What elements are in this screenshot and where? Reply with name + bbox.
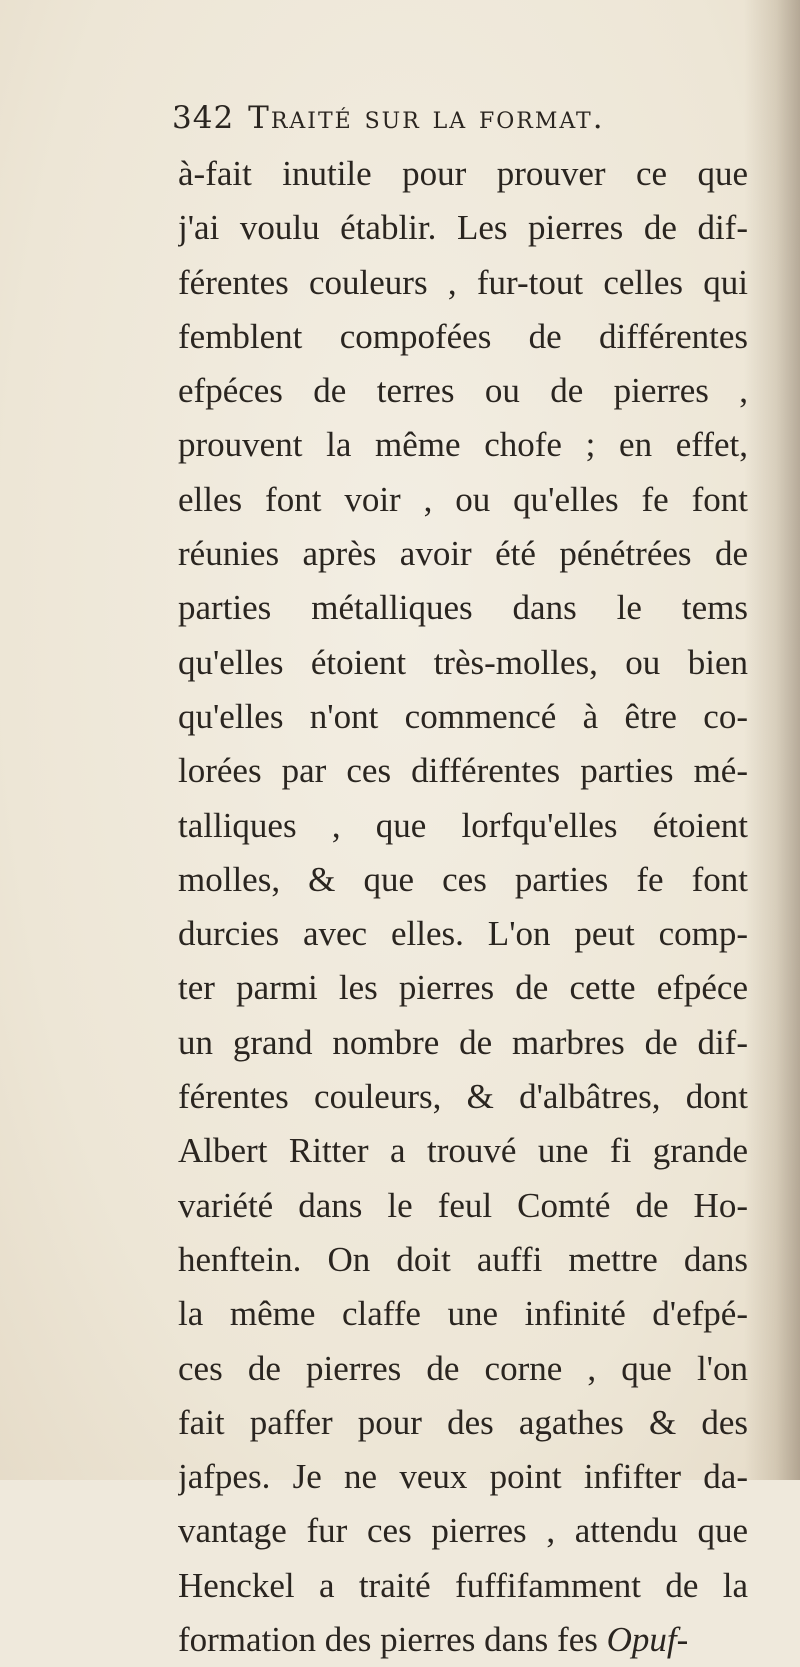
text-line: à-fait inutile pour prouver ce que	[178, 154, 748, 193]
text-line: molles, & que ces parties fe font	[178, 859, 748, 899]
text-line: efpéces de terres ou de pierres ,	[178, 371, 748, 411]
text-line: férentes couleurs , fur-tout celles qui	[178, 262, 748, 302]
page-header	[172, 100, 732, 144]
text-line: Albert Ritter a trouvé une fi grande	[178, 1131, 748, 1171]
last-line-text: formation des pierres dans fes	[178, 1620, 598, 1660]
text-line: femblent compofées de différentes	[178, 316, 748, 356]
text-line: Henckel a traité fuffifamment de la	[178, 1565, 748, 1605]
text-line: la même claffe une infinité d'efpé-	[178, 1294, 748, 1334]
text-line: lorées par ces différentes parties mé-	[178, 751, 748, 791]
text-line: henftein. On doit auffi mettre dans	[178, 1239, 748, 1279]
running-title: Traité sur la format.	[248, 100, 605, 136]
text-line: ter parmi les pierres de cette efpéce	[178, 968, 748, 1008]
last-line-italic-word: Opuf-	[606, 1620, 689, 1660]
text-line: férentes couleurs, & d'albâtres, dont	[178, 1077, 748, 1117]
text-line: réunies après avoir été pénétrées de	[178, 534, 748, 574]
text-line-last	[178, 1613, 748, 1667]
text-line: elles font voir , ou qu'elles fe font	[178, 479, 748, 519]
text-line: qu'elles n'ont commencé à être co-	[178, 696, 748, 736]
text-line: un grand nombre de marbres de dif-	[178, 1022, 748, 1062]
text-line: ces de pierres de corne , que l'on	[178, 1348, 748, 1388]
text-line: prouvent la même chofe ; en effet,	[178, 425, 748, 465]
text-line: durcies avec elles. L'on peut comp-	[178, 914, 748, 954]
text-line: fait paffer pour des agathes & des	[178, 1402, 748, 1442]
text-line: vantage fur ces pierres , attendu que	[178, 1511, 748, 1551]
text-line: qu'elles étoient très-molles, ou bien	[178, 642, 748, 682]
text-line: talliques , que lorfqu'elles étoient	[178, 805, 748, 845]
text-line: j'ai voulu établir. Les pierres de dif-	[178, 208, 748, 248]
page-number: 342	[172, 100, 235, 136]
text-line: variété dans le feul Comté de Ho-	[178, 1185, 748, 1225]
body-text	[178, 147, 748, 1667]
text-line: jafpes. Je ne veux point infifter da-	[178, 1457, 748, 1497]
text-line: parties métalliques dans le tems	[178, 588, 748, 628]
